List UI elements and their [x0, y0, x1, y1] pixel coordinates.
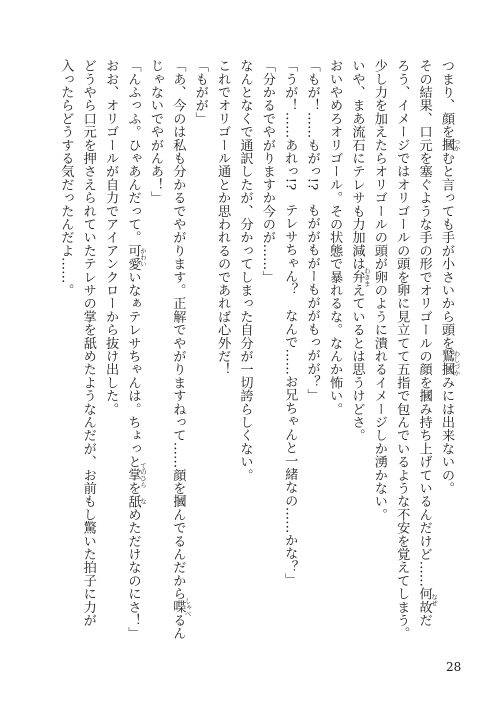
text-line: 少し力を加えたらオリゴールの頭が卵のように潰れるイメージしか湧かない。	[371, 59, 387, 521]
text-line: 「あ、今のは私も分かるでやがります。正解でやがりますねって……顔を摑んでるんだから喋 しゃべ るん	[170, 59, 192, 640]
ruby-base: 何故 なぜ	[416, 586, 439, 614]
ruby-reading: つか	[452, 138, 461, 152]
ruby-reading: てのひら	[138, 462, 147, 488]
ruby-reading: かわい	[138, 247, 147, 267]
ruby-reading: わしづか	[452, 349, 461, 376]
text-line: おいやめろオリゴール。その状態で暴れるな。なんか怖い。	[327, 59, 343, 416]
ruby-reading: わきま	[362, 267, 371, 287]
ruby-base: 舐 な	[125, 494, 147, 508]
text-line: いや、まあ流石にテレサも力加減は弁 わきま えているとは思うけどさ。	[349, 59, 371, 442]
text-line: 「んふっふ。ひゃあんだって。可愛 かわい いなぁテレサちゃんは。ちょっと掌 てのひら を舐 な めただけなのにさ！」	[125, 59, 147, 640]
text-line: じゃないでやがんあ！」	[147, 59, 163, 205]
ruby-reading: な	[138, 498, 147, 505]
ruby-base: 鷲摑 わしづか	[439, 349, 461, 376]
ruby-base: 喋 しゃべ	[170, 597, 192, 617]
text-line: 「もがが」	[192, 59, 208, 125]
page-number: 28	[446, 660, 462, 674]
text-line: おお、オリゴールが自力でアイアンクローから抜け出した。	[103, 59, 119, 416]
vertical-text-body	[54, 59, 461, 643]
text-line: つまり、顔を摑 つか むと言っても手が小さいから頭を鷲摑 わしづか みには出来ないの。	[439, 59, 461, 495]
text-line: なんとなくで通訳したが、分かってしまった自分が一切誇らしくない。	[237, 59, 253, 482]
text-line: 「分かるでやがりますか今のが……」	[259, 59, 275, 284]
text-line: これでオリゴール通とか思われるのであれば心外だ！	[215, 59, 231, 376]
ruby-reading: なぜ	[430, 593, 439, 607]
ruby-base: 弁 わきま	[349, 267, 371, 287]
text-line: その結果、口元を塞ぐような手の形でオリゴールの顔を摑み持ち上げているんだけど……何故 なぜ だ	[416, 59, 439, 627]
text-line: ろう、イメージではオリゴールの頭を卵に見立てて五指で包んでいるような不安を覚えてしまう。	[394, 59, 410, 640]
text-line: 入ったらどうする気だったんだよ……。	[58, 59, 74, 297]
ruby-base: 掌 てのひら	[125, 462, 147, 488]
ruby-reading: しゃべ	[183, 597, 192, 617]
ruby-base: 摑 つか	[439, 138, 461, 152]
text-line: どうやら口元を押さえられていたテレサの掌を舐めたようなんだが、お前もし驚いた拍子に力が	[80, 59, 96, 627]
text-line: 「うが！……あれっ!? テレサちゃん？ なんで……お兄ちゃんと一緒なの……かな？」	[282, 59, 298, 587]
text-line: 「もが！……もがっ!? もががもがーもががもっがが？」	[304, 59, 320, 402]
ruby-base: 可愛 かわい	[125, 243, 147, 271]
